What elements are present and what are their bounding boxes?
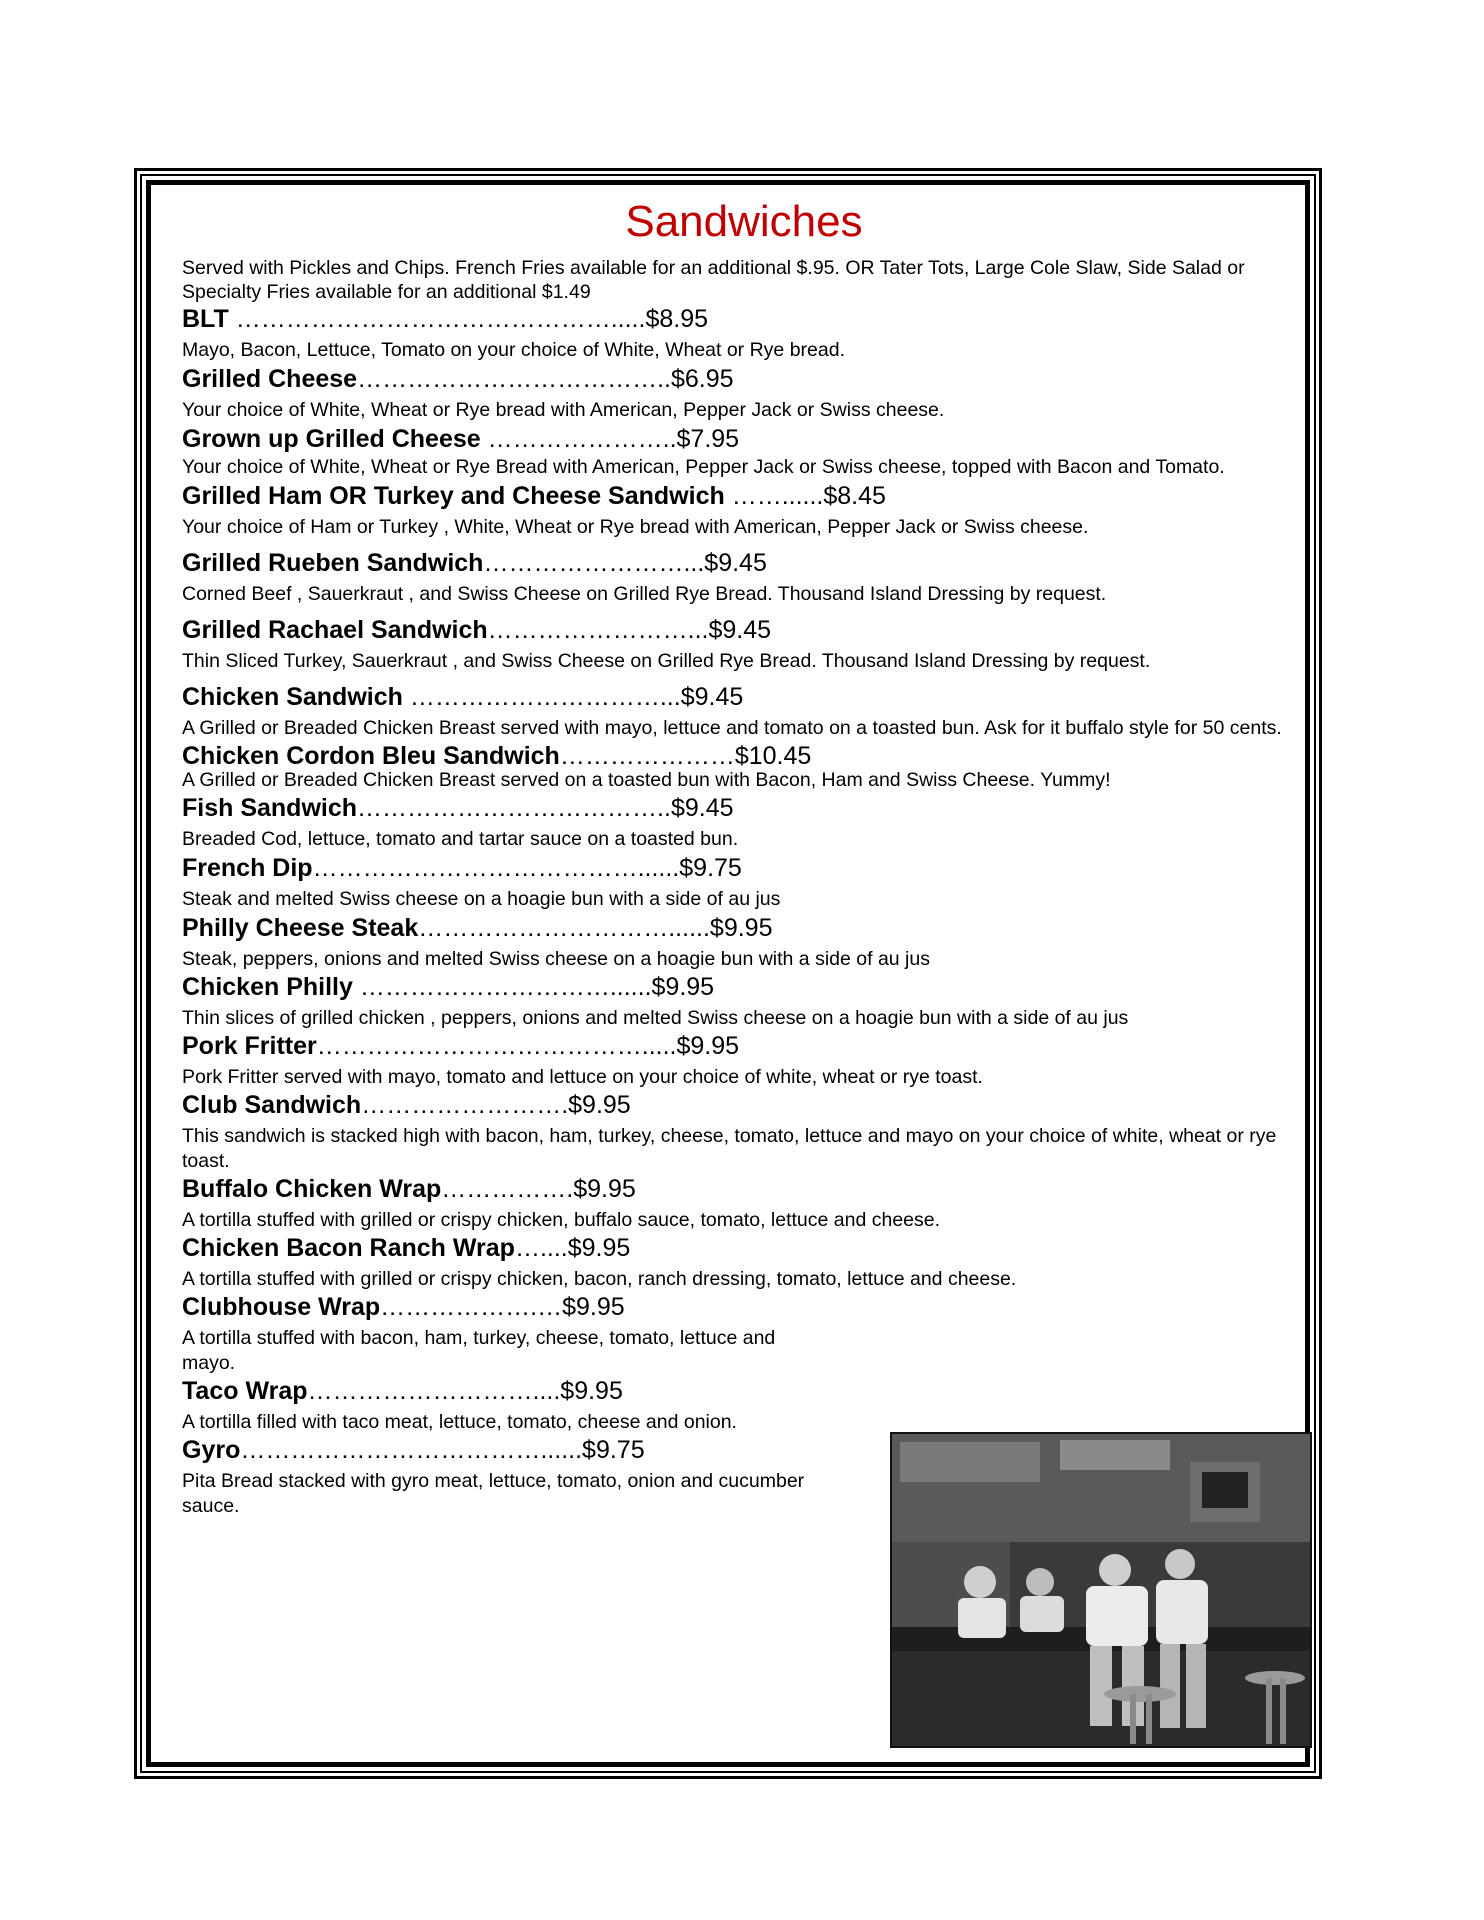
item-description: Your choice of White, Wheat or Rye Bread with American, Pepper Jack or Swiss cheese, topped with Bacon and Tomato. [182,456,1225,478]
item-name: French Dip [182,854,313,882]
item-leader: ………………… [559,742,735,770]
item-price: $8.45 [823,482,886,510]
item-price: $7.95 [676,425,740,453]
menu-item [182,364,1294,423]
item-description: Thin slices of grilled chicken , peppers, onions and melted Swiss cheese on a hoagie bun with a side of au jus [182,1007,1129,1029]
item-name: Buffalo Chicken Wrap [182,1175,442,1203]
item-description: A Grilled or Breaded Chicken Breast served on a toasted bun with Bacon, Ham and Swiss Cheese. Yummy! [182,769,1111,791]
item-description: Steak and melted Swiss cheese on a hoagie bun with a side of au jus [182,888,781,910]
diner-scene-icon [890,1432,1312,1748]
item-price: $8.95 [645,305,708,333]
item-description: A tortilla stuffed with bacon, ham, turkey, cheese, tomato, lettuce and mayo. [182,1327,776,1374]
menu-item [182,853,1294,912]
item-leader: ……………………... [483,549,705,577]
item-name: Grilled Ham OR Turkey and Cheese Sandwich [182,482,725,510]
menu-item [182,741,1294,793]
item-leader: ………………….. [480,425,677,453]
item-description: A Grilled or Breaded Chicken Breast served with mayo, lettuce and tomato on a toasted bun. Ask for it buffalo style for 50 cents. [182,717,1282,739]
item-leader: ……...... [724,482,824,510]
item-description: Corned Beef , Sauerkraut , and Swiss Cheese on Grilled Rye Bread. Thousand Island Dressing by request. [182,583,1107,605]
item-description: A tortilla stuffed with grilled or crispy chicken, buffalo sauce, tomato, lettuce and cheese. [182,1209,941,1231]
item-price: $9.45 [704,549,767,577]
menu-item [182,793,1294,852]
menu-item [182,1376,1294,1435]
item-price: $9.95 [651,973,715,1001]
item-name: Grilled Rueben Sandwich [182,549,484,577]
item-name: Chicken Bacon Ranch Wrap [182,1234,515,1262]
menu-item [182,615,1294,674]
vintage-diner-photo [890,1432,1312,1748]
item-leader: …………………………...... [418,914,710,942]
item-name: Pork Fritter [182,1032,317,1060]
item-name: BLT [182,305,229,333]
item-price: $9.95 [676,1032,740,1060]
item-leader: …………………………………..... [316,1032,677,1060]
menu-item [182,424,1294,480]
item-price: $9.95 [709,914,773,942]
item-leader: ……………………. [361,1091,569,1119]
item-leader: ………………………………………..... [228,305,646,333]
item-description: Steak, peppers, onions and melted Swiss cheese on a hoagie bun with a side of au jus [182,948,930,970]
menu-item [182,682,1294,741]
item-name: Grilled Rachael Sandwich [182,616,488,644]
item-price: $9.45 [670,794,734,822]
item-description: Pork Fritter served with mayo, tomato and lettuce on your choice of white, wheat or rye toast. [182,1066,983,1088]
item-price: $6.95 [670,365,734,393]
item-description: Thin Sliced Turkey, Sauerkraut , and Swiss Cheese on Grilled Rye Bread. Thousand Island Dressing by request. [182,650,1151,672]
item-leader: …………………………... [402,683,681,711]
item-price: $9.75 [679,854,742,882]
item-description: Your choice of White, Wheat or Rye bread with American, Pepper Jack or Swiss cheese. [182,399,945,421]
item-name: Chicken Cordon Bleu Sandwich [182,742,560,770]
item-price: $9.95 [560,1377,623,1405]
item-price: $10.45 [734,742,812,770]
item-price: $9.95 [567,1234,631,1262]
item-name: Grilled Cheese [182,365,358,393]
item-description: Breaded Cod, lettuce, tomato and tartar sauce on a toasted bun. [182,828,739,850]
menu-item [182,972,1294,1031]
item-leader: …………………………...... [352,973,652,1001]
item-description: Pita Bread stacked with gyro meat, lettuce, tomato, onion and cucumber sauce. [182,1470,805,1517]
item-name: Grown up Grilled Cheese [182,425,481,453]
item-leader: ……………………………….. [357,365,671,393]
menu-item [182,1292,1294,1376]
item-price: $9.45 [680,683,744,711]
item-name: Fish Sandwich [182,794,358,822]
item-leader: ……………………….... [307,1377,561,1405]
item-price: $9.95 [568,1091,631,1119]
menu-intro: Served with Pickles and Chips. French Fries available for an additional $.95. OR Tater Tots, Large Cole Slaw, Side Salad or Specialty Fries available for an additional $1.49 [182,257,1245,303]
item-name: Chicken Philly [182,973,353,1001]
menu-item [182,1174,1294,1233]
item-leader: ……………………... [487,616,709,644]
menu-item [182,1233,1294,1292]
item-name: Chicken Sandwich [182,683,403,711]
item-name: Taco Wrap [182,1377,308,1405]
menu-item [182,1031,1294,1090]
item-leader: ….... [514,1234,568,1262]
item-description: Your choice of Ham or Turkey , White, Wheat or Rye bread with American, Pepper Jack or Swiss cheese. [182,516,1089,538]
item-price: $9.95 [562,1293,625,1321]
item-leader: ……………….… [380,1293,563,1321]
item-price: $9.75 [582,1436,645,1464]
menu-item [182,304,1294,363]
item-description: This sandwich is stacked high with bacon, ham, turkey, cheese, tomato, lettuce and mayo on your choice of white, wheat or rye toast. [182,1125,1277,1172]
page-title: Sandwiches [625,197,863,246]
item-leader: ……………………………….. [357,794,671,822]
item-price: $9.45 [708,616,772,644]
item-name: Philly Cheese Steak [182,914,419,942]
menu-item [182,548,1294,607]
menu-item [182,913,1294,972]
item-leader: ……………. [441,1175,574,1203]
item-name: Clubhouse Wrap [182,1293,381,1321]
item-description: A tortilla filled with taco meat, lettuce, tomato, cheese and onion. [182,1411,737,1433]
item-name: Club Sandwich [182,1091,362,1119]
item-price: $9.95 [573,1175,636,1203]
item-description: Mayo, Bacon, Lettuce, Tomato on your choice of White, Wheat or Rye bread. [182,339,845,361]
item-leader: …………………………………...... [312,854,680,882]
item-description: A tortilla stuffed with grilled or crispy chicken, bacon, ranch dressing, tomato, lettuce and cheese. [182,1268,1017,1290]
menu-item [182,481,1294,540]
menu-item [182,1090,1294,1174]
item-name: Gyro [182,1436,241,1464]
item-leader: ………………………………...... [240,1436,583,1464]
